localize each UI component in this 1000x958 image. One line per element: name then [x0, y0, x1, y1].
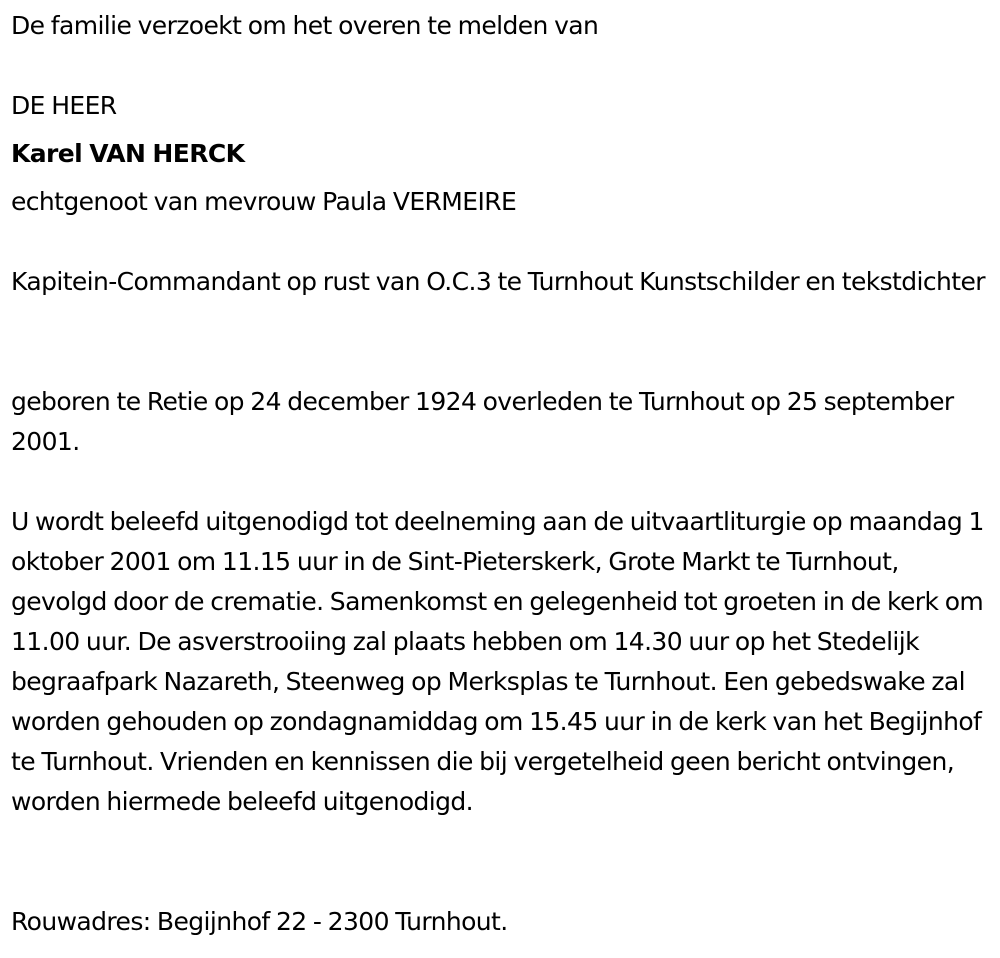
deceased-name: Karel VAN HERCK: [11, 139, 245, 168]
profession-paragraph: Kapitein-Commandant op rust van O.C.3 te Turnhout Kunstschilder en tekstdichter: [11, 267, 985, 296]
funeral-paragraph: U wordt beleefd uitgenodigd tot deelneming aan de uitvaartliturgie op maandag 1 oktober 2001 om 11.15 uur in de Sint-Pieterskerk, Grote Markt te Turnhout, gevolgd door de crematie. Samenkomst en gelegenheid tot groeten in de kerk om 11.00 uur. De asverstrooiing zal plaats hebben om 14.30 uur op het Stedelijk begraafpark Nazareth, Steenweg op Merksplas te Turnhout. Een gebedswake zal worden gehouden op zondagnamiddag om 15.45 uur in de kerk van het Begijnhof te Turnhout. Vrienden en kennissen die bij vergetelheid geen bericht ontvingen, worden hiermede beleefd uitgenodigd.: [11, 507, 984, 816]
mourning-address: Rouwadres: Begijnhof 22 - 2300 Turnhout.: [11, 907, 508, 936]
honorific: DE HEER: [11, 91, 117, 120]
spouse-line: echtgenoot van mevrouw Paula VERMEIRE: [11, 187, 517, 216]
birth-death-paragraph: geboren te Retie op 24 december 1924 overleden te Turnhout op 25 september 2001.: [11, 387, 954, 456]
intro-text: De familie verzoekt om het overen te melden van: [11, 11, 599, 40]
